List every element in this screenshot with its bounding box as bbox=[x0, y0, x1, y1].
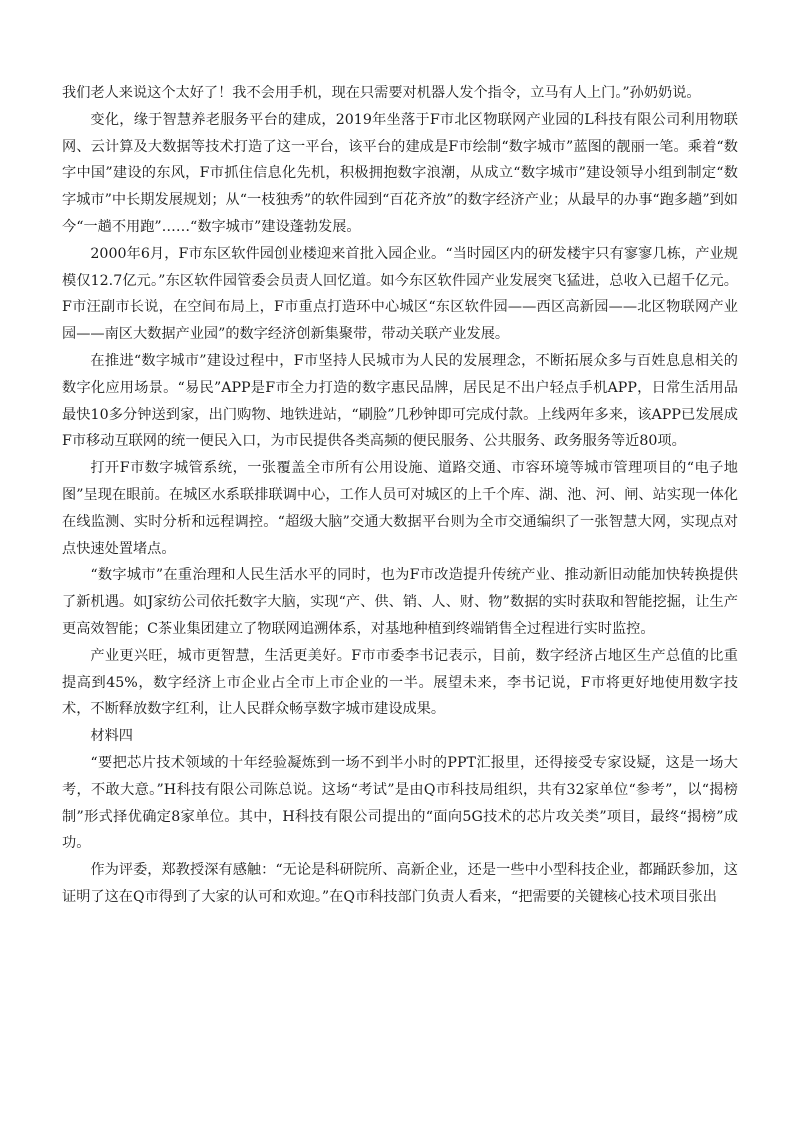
paragraph-9: 作为评委，郑教授深有感触：“无论是科研院所、高新企业，还是一些中小型科技企业，都踊跃参加，这证明了这在Q市得到了大家的认可和欢迎。”在Q市科技部门负责人看来，“把需要的关键核心技术项目张出 bbox=[62, 862, 738, 905]
paragraph-6: “数字城市”在重治理和人民生活水平的同时，也为F市改造提升传统产业、推动新旧动能加快转换提供了新机遇。如J家纺公司依托数字大脑，实现“产、供、销、人、财、物”数据的实时获取和智能挖掘，让生产更高效智能；C茶业集团建立了物联网追溯体系，对基地种植到终端销售全过程进行实时监控。 bbox=[62, 567, 738, 637]
paragraph-3: 2000年6月，F市东区软件园创业楼迎来首批入园企业。“当时园区内的研发楼宇只有寥寥几栋，产业规模仅12.7亿元。”东区软件园管委会员责人回忆道。如今东区软件园产业发展突飞猛进，总收入已超千亿元。F市汪副市长说，在空间布局上，F市重点打造环中心城区“东区软件园——西区高新园——北区物联网产业园——南区大数据产业园”的数字经济创新集聚带，带动关联产业发展。 bbox=[62, 245, 738, 343]
paragraph-8: “要把芯片技术领域的十年经验凝炼到一场不到半小时的PPT汇报里，还得接受专家设疑，这是一场大考，不敢大意。”H科技有限公司陈总说。这场“考试”是由Q市科技局组织，共有32家单位“参考”，以“揭榜制”形式择优确定8家单位。其中，H科技有限公司提出的“面向5G技术的芯片攻关类”项目，最终“揭榜”成功。 bbox=[62, 754, 738, 852]
paragraph-4: 在推进“数字城市”建设过程中，F市坚持人民城市为人民的发展理念，不断拓展众多与百姓息息相关的数字化应用场景。“易民”APP是F市全力打造的数字惠民品牌，居民足不出户轻点手机APP，日常生活用品最快10多分钟送到家，出门购物、地铁进站，“刷脸”几秒钟即可完成付款。上线两年多来，该APP已发展成F市移动互联网的统一便民入口，为市民提供各类高频的便民服务、公共服务、政务服务等近80项。 bbox=[62, 352, 738, 450]
paragraph-7: 产业更兴旺，城市更智慧，生活更美好。F市市委李书记表示，目前，数字经济占地区生产总值的比重提高到45%，数字经济上市企业占全市上市企业的一半。展望未来，李书记说，F市将更好地使用数字技术，不断释放数字红利，让人民群众畅享数字城市建设成果。 bbox=[62, 647, 738, 718]
document-page bbox=[62, 80, 738, 911]
section-heading-material-4: 材料四 bbox=[90, 728, 133, 745]
paragraph-2: 变化，缘于智慧养老服务平台的建成，2019年坐落于F市北区物联网产业园的L科技有限公司利用物联网、云计算及大数据等技术打造了这一平台，该平台的建成是F市绘制“数字城市”蓝图的靓丽一笔。乘着“数字中国”建设的东风，F市抓住信息化先机，积极拥抱数字浪潮，从成立“数字城市”建设领导小组到制定“数字城市”中长期发展规划；从“一枝独秀”的软件园到“百花齐放”的数字经济产业；从最早的办事“跑多趟”到如今“一趟不用跑”……“数字城市”建设蓬勃发展。 bbox=[62, 111, 738, 235]
paragraph-1: 我们老人来说这个太好了！我不会用手机，现在只需要对机器人发个指令，立马有人上门。”孙奶奶说。 bbox=[62, 85, 701, 101]
paragraph-5: 打开F市数字城管系统，一张覆盖全市所有公用设施、道路交通、市容环境等城市管理项目的“电子地图”呈现在眼前。在城区水系联排联调中心，工作人员可对城区的上千个库、湖、池、河、闸、站实现一体化在线监测、实时分析和远程调控。“超级大脑”交通大数据平台则为全市交通编织了一张智慧大网，实现点对点快速处置堵点。 bbox=[62, 460, 738, 557]
